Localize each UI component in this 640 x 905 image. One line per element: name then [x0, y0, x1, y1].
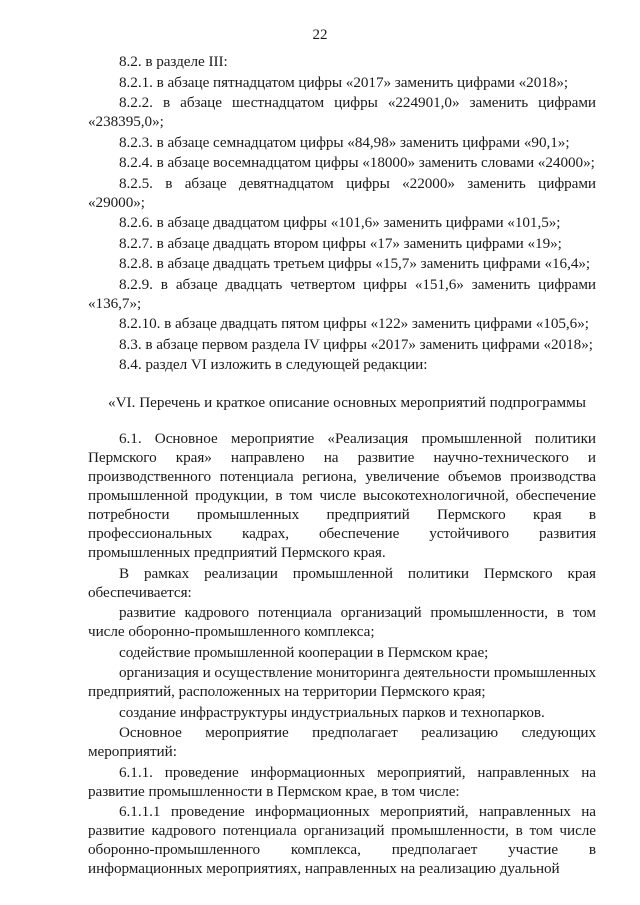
section-paragraph: содействие промышленной кооперации в Пермском крае; — [119, 643, 489, 661]
section-paragraph: 6.1.1.1 проведение информационных мероприятий, направленных на развитие кадрового потенциала организаций промышленности, в том числе оборонно-промышленного комплекса, предполагает участие в информационных мероприятиях, направленных на реализацию дуальной — [88, 803, 596, 877]
section-paragraph: 6.1. Основное мероприятие «Реализация промышленной политики Пермского края» направлено на развитие научно-технического и производственного потенциала региона, увеличение объемов производства промышленной продукции, в том числе высокотехнологичной, обеспечение потребности промышленных предприятий Пермского края в профессиональных кадрах, обеспечение устойчивого развития промышленных предприятий Пермского края. — [88, 430, 596, 561]
paragraph: 8.3. в абзаце первом раздела IV цифры «2017» заменить цифрами «2018»; — [119, 335, 593, 353]
paragraph: 8.2.4. в абзаце восемнадцатом цифры «18000» заменить словами «24000»; — [119, 154, 595, 171]
paragraph: 8.2.1. в абзаце пятнадцатом цифры «2017» заменить цифрами «2018»; — [119, 73, 569, 91]
document-body — [88, 52, 596, 880]
section-paragraph: организация и осуществление мониторинга деятельности промышленных предприятий, расположенных на территории Пермского края; — [88, 664, 597, 700]
paragraph: 8.2.7. в абзаце двадцать втором цифры «17» заменить цифрами «19»; — [119, 234, 562, 252]
paragraph: 8.2.9. в абзаце двадцать четвертом цифры «151,6» заменить цифрами «136,7»; — [88, 275, 596, 312]
paragraph: 8.2. в разделе III: — [119, 53, 228, 70]
section-paragraph: В рамках реализации промышленной политики Пермского края обеспечивается: — [88, 564, 596, 601]
paragraph: 8.2.8. в абзаце двадцать третьем цифры «15,7» заменить цифрами «16,4»; — [119, 255, 591, 272]
paragraph: 8.2.3. в абзаце семнадцатом цифры «84,98» заменить цифрами «90,1»; — [119, 133, 570, 151]
paragraph: 8.2.2. в абзаце шестнадцатом цифры «224901,0» заменить цифрами «238395,0»; — [88, 94, 596, 130]
paragraph: 8.4. раздел VI изложить в следующей редакции: — [119, 356, 428, 373]
paragraph: 8.2.5. в абзаце девятнадцатом цифры «22000» заменить цифрами «29000»; — [88, 174, 596, 211]
section-paragraph: создание инфраструктуры индустриальных парков и технопарков. — [119, 703, 545, 721]
page-number: 22 — [312, 27, 328, 43]
section-paragraph: 6.1.1. проведение информационных мероприятий, направленных на развитие промышленности в Пермском крае, в том числе: — [88, 763, 596, 800]
paragraph: 8.2.10. в абзаце двадцать пятом цифры «122» заменить цифрами «105,6»; — [119, 315, 589, 332]
section-paragraph: Основное мероприятие предполагает реализацию следующих мероприятий: — [88, 724, 596, 760]
paragraph: 8.2.6. в абзаце двадцатом цифры «101,6» заменить цифрами «101,5»; — [119, 214, 561, 231]
section-paragraph: развитие кадрового потенциала организаций промышленности, в том числе оборонно-промышленного комплекса; — [88, 604, 596, 640]
section-heading: «VI. Перечень и краткое описание основных мероприятий подпрограммы — [108, 394, 586, 411]
